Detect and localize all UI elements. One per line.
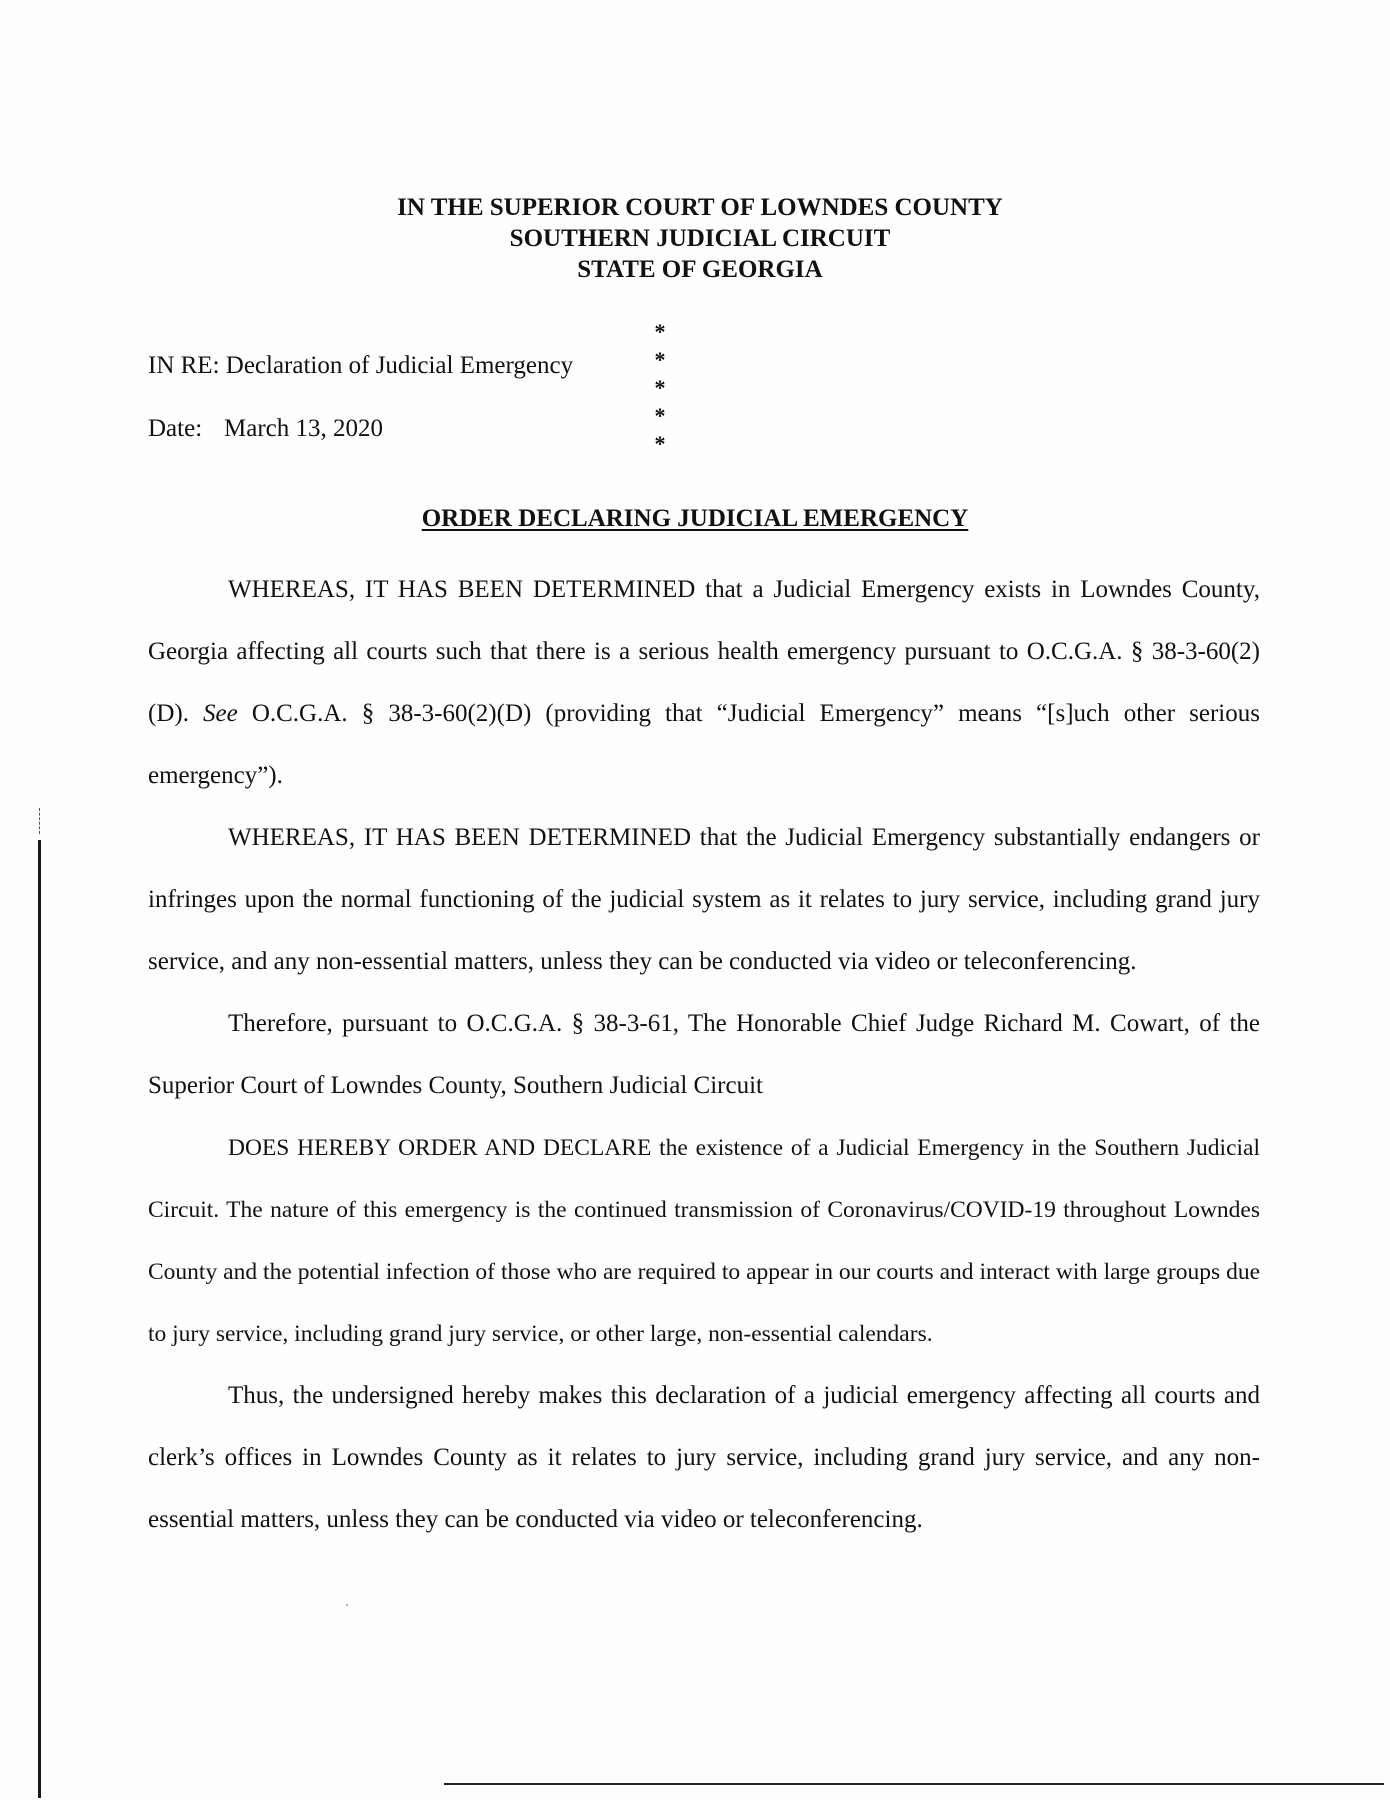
caption-star: * xyxy=(654,375,666,400)
order-title: ORDER DECLARING JUDICIAL EMERGENCY xyxy=(421,505,969,532)
therefore-paragraph: Therefore, pursuant to O.C.G.A. § 38-3-61, The Honorable Chief Judge Richard M. Cowart, of the Superior Court of Lowndes County, Southern Judicial Circuit xyxy=(148,1010,1260,1099)
caption-star: * xyxy=(654,319,666,344)
court-caption xyxy=(0,192,1390,285)
date-line xyxy=(148,415,383,443)
in-re-line: IN RE: Declaration of Judicial Emergency xyxy=(148,352,574,379)
see-signal: See xyxy=(203,700,238,727)
caption-star-column xyxy=(650,318,670,458)
scan-edge-dash xyxy=(39,808,41,834)
date-value: March 13, 2020 xyxy=(224,415,383,442)
signature-rule xyxy=(444,1783,1384,1785)
thus-paragraph: Thus, the undersigned hereby makes this declaration of a judicial emergency affecting all courts and clerk’s offices in Lowndes County as it relates to jury service, including grand jury service, and any non-essential matters, unless they can be conducted via video or teleconferencing. xyxy=(148,1382,1260,1533)
scan-left-edge-line xyxy=(38,840,41,1798)
caption-star: * xyxy=(654,403,666,428)
order-declare-paragraph: DOES HEREBY ORDER AND DECLARE the existence of a Judicial Emergency in the Southern Judicial Circuit. The nature of this emergency is the continued transmission of Coronavirus/COVID-19 throughout Lowndes County and the potential infection of those who are required to appear in our courts and interact with large groups due to jury service, including grand jury service, or other large, non-essential calendars. xyxy=(148,1135,1260,1347)
whereas-paragraph-1 xyxy=(148,559,1260,807)
date-label: Date: xyxy=(148,415,203,442)
caption-court-name: IN THE SUPERIOR COURT OF LOWNDES COUNTY xyxy=(397,194,1003,221)
scan-speck xyxy=(346,1604,348,1606)
caption-circuit: SOUTHERN JUDICIAL CIRCUIT xyxy=(509,225,891,252)
order-body xyxy=(148,559,1260,1551)
caption-state: STATE OF GEORGIA xyxy=(577,256,823,283)
paragraph-text: WHEREAS, IT HAS BEEN DETERMINED that a Judicial Emergency exists in Lowndes County, Georgia affecting all courts such that there is a serious health emergency pursuant to O.C.G.A. § 38-3-60(2)(D). xyxy=(148,576,1260,727)
caption-star: * xyxy=(654,431,666,456)
paragraph-text: O.C.G.A. § 38-3-60(2)(D) (providing that “Judicial Emergency” means “[s]uch other serious emergency”). xyxy=(148,700,1260,789)
whereas-paragraph-2: WHEREAS, IT HAS BEEN DETERMINED that the Judicial Emergency substantially endangers or infringes upon the normal functioning of the judicial system as it relates to jury service, including grand jury service, and any non-essential matters, unless they can be conducted via video or teleconferencing. xyxy=(148,824,1260,975)
caption-star: * xyxy=(654,347,666,372)
